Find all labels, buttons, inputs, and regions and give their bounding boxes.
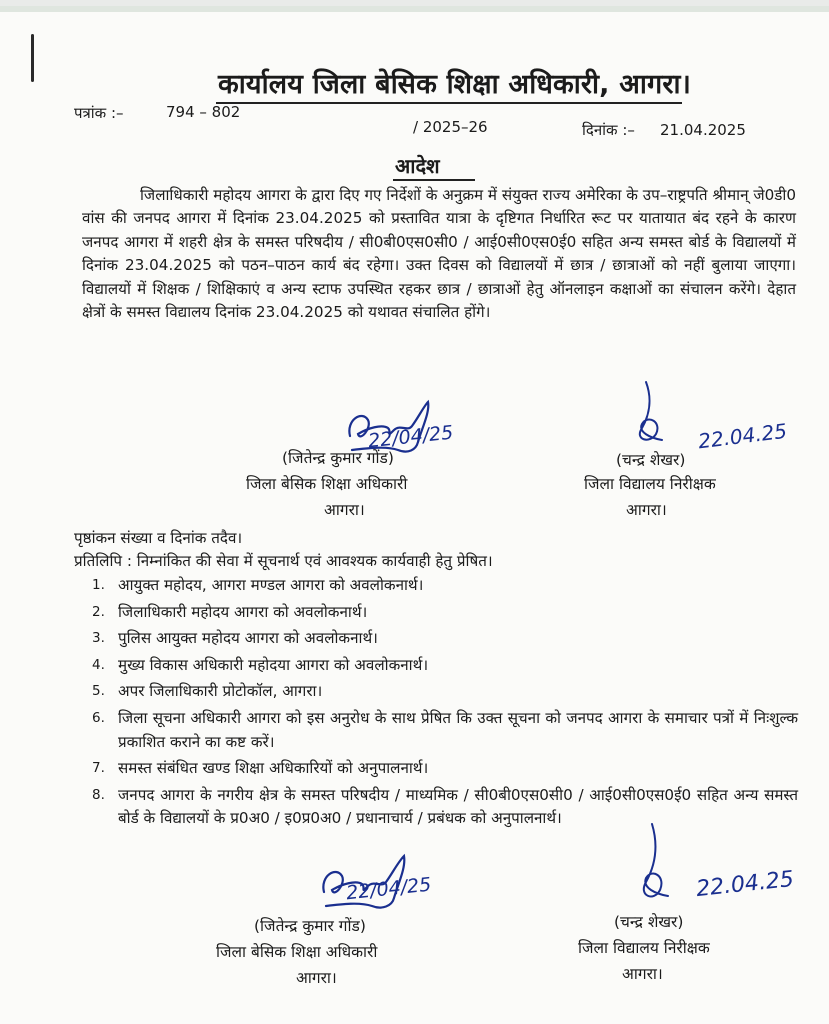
sig-place-right-top: आगरा। <box>626 501 667 519</box>
sig-designation-right-bottom: जिला विद्यालय निरीक्षक <box>578 939 710 957</box>
sig-designation-right-top: जिला विद्यालय निरीक्षक <box>584 475 716 493</box>
signature-date-right-top: 22.04.25 <box>696 418 789 454</box>
date-value: 21.04.2025 <box>660 121 746 139</box>
order-heading-underline <box>393 179 475 181</box>
copy-to-list <box>92 574 798 834</box>
list-item: 6. जिला सूचना अधिकारी आगरा को इस अनुरोध के साथ प्रेषित कि उक्त सूचना को जनपद आगरा के समाचार पत्रों में निःशुल्क प्रकाशित कराने का कष्ट करें। <box>92 708 798 751</box>
sig-name-right-bottom: (चन्द्र शेखर) <box>614 913 684 931</box>
sig-place-right-bottom: आगरा। <box>622 965 663 983</box>
top-border <box>0 6 829 12</box>
order-heading: आदेश <box>395 154 440 178</box>
signature-date-right-bottom: 22.04.25 <box>694 866 796 903</box>
sig-designation-left-bottom: जिला बेसिक शिक्षा अधिकारी <box>216 943 378 961</box>
signature-right-top <box>620 378 700 458</box>
list-item: 7. समस्त संबंधित खण्ड शिक्षा अधिकारियों को अनुपालनार्थ। <box>92 759 429 778</box>
date-label: दिनांक :– <box>582 121 635 139</box>
sig-designation-left-top: जिला बेसिक शिक्षा अधिकारी <box>246 475 408 493</box>
document-page <box>0 6 829 1024</box>
title-underline <box>216 102 682 104</box>
order-body: जिलाधिकारी महोदय आगरा के द्वारा दिए गए निर्देशों के अनुक्रम में संयुक्त राज्य अमेरिका के उप–राष्ट्रपति श्रीमान् जे0डी0 वांस की जनपद आगरा में दिनांक 23.04.2025 को प्रस्तावित यात्रा के दृष्टिगत निर्धारित रूट पर यातायात बंद रहने के कारण जनपद आगरा में शहरी क्षेत्र के समस्त परिषदीय / सी0बी0एस0सी0 / आई0सी0एस0ई0 सहित अन्य समस्त बोर्ड के विद्यालयों में दिनांक 23.04.2025 को पठन–पाठन कार्य बंद रहेगा। उक्त दिवस को विद्यालयों में छात्र / छात्राओं को नहीं बुलाया जाएगा। विद्यालयों में शिक्षक / शिक्षिकाएं व अन्य स्टाफ उपस्थित रहकर छात्र / छात्राओं हेतु ऑनलाइन कक्षाओं का संचालन करेंगे। देहात क्षेत्रों के समस्त विद्यालय दिनांक 23.04.2025 को यथावत संचालित होंगे। <box>82 186 796 322</box>
sig-place-left-top: आगरा। <box>324 501 365 519</box>
letter-number-label: पत्रांक :– <box>74 104 124 122</box>
letter-number-value: 794 – 802 <box>166 103 241 121</box>
sig-name-left-bottom: (जितेन्द्र कुमार गोंड) <box>254 917 366 935</box>
session-year: / 2025–26 <box>413 118 488 136</box>
sig-name-left-top: (जितेन्द्र कुमार गोंड) <box>282 449 394 467</box>
list-item: 8. जनपद आगरा के नगरीय क्षेत्र के समस्त परिषदीय / माध्यमिक / सी0बी0एस0सी0 / आई0सी0एस0ई0 सहित अन्य समस्त बोर्ड के विद्यालयों के प्र0अ0 / इ0प्र0अ0 / प्रधानाचार्य / प्रबंधक को अनुपालनार्थ। <box>92 785 798 828</box>
list-item: 4. मुख्य विकास अधिकारी महोदया आगरा को अवलोकनार्थ। <box>92 655 429 674</box>
list-item: 2. जिलाधिकारी महोदय आगरा को अवलोकनार्थ। <box>92 602 368 621</box>
sig-name-right-top: (चन्द्र शेखर) <box>616 451 686 469</box>
office-title: कार्यालय जिला बेसिक शिक्षा अधिकारी, आगरा। <box>218 69 692 100</box>
margin-mark <box>31 34 34 82</box>
copy-to-line: प्रतिलिपि : निम्नांकित की सेवा में सूचनार्थ एवं आवश्यक कार्यवाही हेतु प्रेषित। <box>74 552 493 570</box>
list-item: 5. अपर जिलाधिकारी प्रोटोकॉल, आगरा। <box>92 682 323 701</box>
signature-date-left-bottom: 22/04/25 <box>345 873 433 905</box>
list-item: 1. आयुक्त महोदय, आगरा मण्डल आगरा को अवलोकनार्थ। <box>92 576 424 594</box>
endorsement-line: पृष्ठांकन संख्या व दिनांक तदैव। <box>74 529 243 547</box>
list-item: 3. पुलिस आयुक्त महोदय आगरा को अवलोकनार्थ। <box>92 629 378 648</box>
signature-date-left-top: 22/04/25 <box>367 421 455 453</box>
sig-place-left-bottom: आगरा। <box>296 969 337 987</box>
signature-right-bottom <box>624 820 704 920</box>
